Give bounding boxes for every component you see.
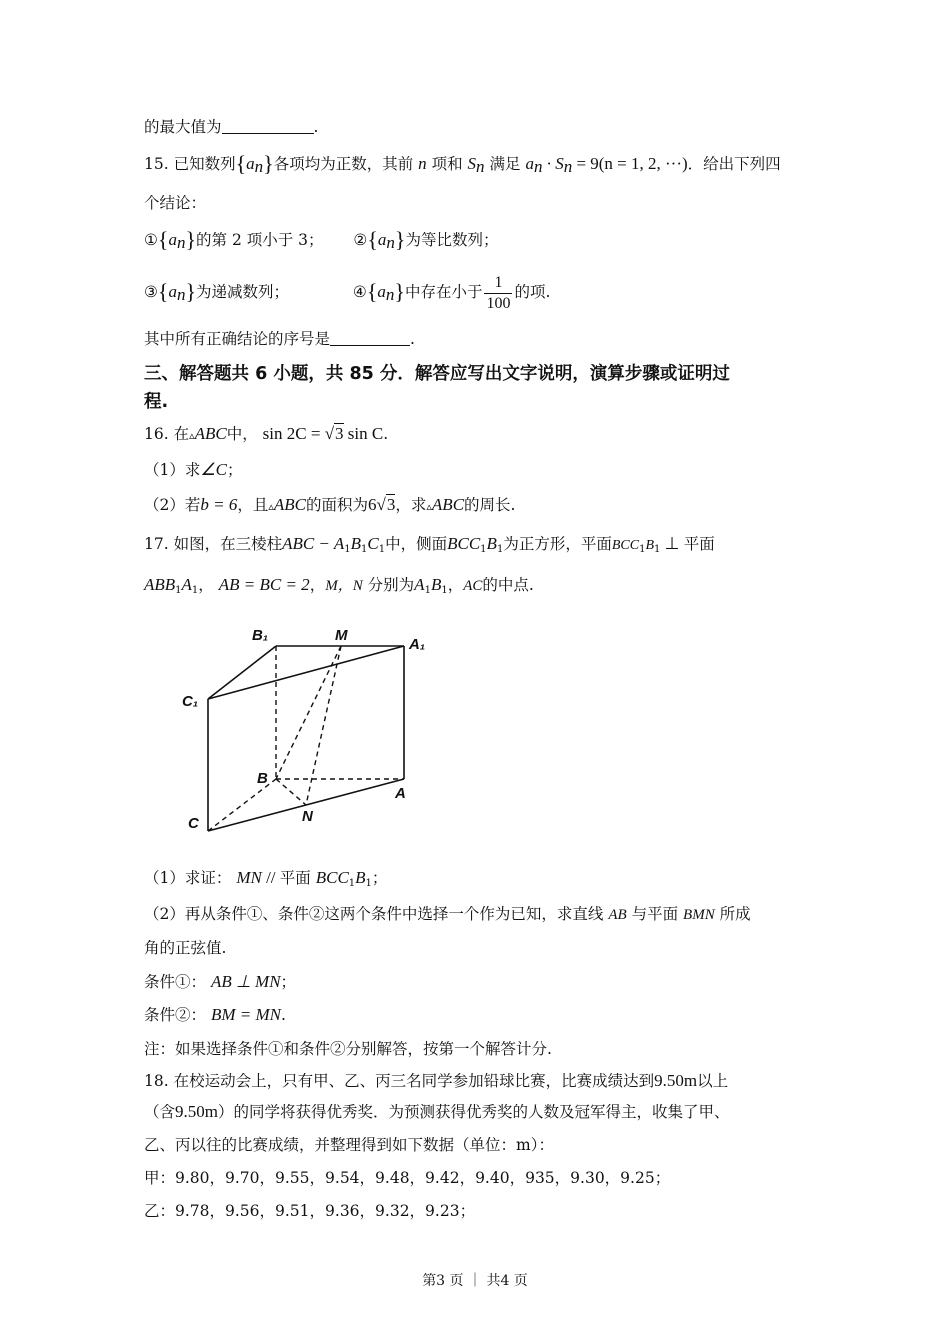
math-ABB: ABB [144,575,176,594]
q16-stem: 16. 在▵ABC中， sin 2C = √3 sin C. [144,424,389,443]
brace-left: { [367,227,378,252]
q17-text: 中，侧面 [385,535,448,553]
math-ABC: ABC [194,424,227,443]
segment-BM [276,646,341,779]
page-footer: 第3 页 ｜ 共4 页 [422,1273,528,1289]
label-C: C [188,815,199,832]
math-B: B [430,575,442,594]
math-sub: 1 [480,544,487,555]
q17-text: 分别为 [367,576,415,594]
math-prism: ABC − A [282,534,345,553]
math-BCC: BCC [611,538,640,553]
math-six: 6 [368,495,377,514]
math-distance: 9.50m [654,1071,698,1090]
q16-text: 中， [226,425,258,443]
q17-stem-line2 [144,574,534,602]
q15-text: 个结论： [144,194,207,212]
q15-conclusions-12 [144,229,498,254]
q17-text: （2）再从条件①、条件②这两个条件中选择一个作为已知，求直线 [144,905,604,923]
triangle-symbol: ▵ [426,500,432,513]
heading-text: 程. [144,392,169,412]
label-C1: C₁ [182,693,199,710]
label-M: M [335,627,348,644]
q16-text: ，求 [395,496,427,514]
math-sub: n [254,157,264,176]
q15-line2 [144,192,206,214]
q16-part2 [144,494,515,518]
math-sub: n [176,233,186,252]
brace-right: } [394,279,405,304]
q15-text: 各项均为正数，其前 [273,155,414,173]
math-sub: 1 [378,544,386,555]
math-sub: 1 [424,585,431,596]
math-a: a [168,230,177,249]
math-sub: 1 [441,585,448,596]
condition-label: 条件①： [144,973,207,991]
q17-text: 平面 [683,535,715,553]
label-B: B [257,770,268,787]
math-condition: AB ⊥ MN [210,972,281,991]
math-sub: 1 [361,544,368,555]
math-B: B [350,534,361,553]
math-BCC: BCC [315,868,349,887]
math-S: S [467,154,477,173]
q16-text: （1）求 [144,461,201,479]
q17-part2 [144,903,751,926]
line-max-value: 的最大值为 . [144,118,319,136]
brace-left: { [366,279,378,304]
q17-part2-cont [144,937,226,959]
math-sub: 1 [344,544,351,555]
q16-text: （2）若 [144,496,201,514]
math-sqrt-arg: 3 [335,424,344,443]
conclusion-text: 的项. [514,283,551,301]
math-sub: 1 [191,585,199,596]
math-sqrt-arg: 3 [386,495,396,514]
fraction [484,273,512,314]
math-sub: n [476,157,485,176]
math-sub: 1 [639,544,646,555]
conclusion-text: 中存在小于 [404,283,483,301]
math-sub: n [176,285,186,304]
brace-right: } [394,227,406,252]
label-A: A [395,785,406,802]
math-a: a [525,154,534,173]
q17-text: （1）求证： [144,869,232,887]
fraction-denominator: 100 [486,294,511,312]
q17-text: ， [198,576,214,594]
math-condition: BM = MN [210,1005,281,1024]
q15-answer-line: 其中所有正确结论的序号是 . [144,330,415,348]
text: 的最大值为 [144,118,222,136]
math-a: a [377,282,386,301]
q18-text: ）的同学将获得优秀奖．为预测获得优秀奖的人数及冠军得主，收集了甲、 [218,1103,730,1121]
edge-C1B1 [208,646,276,699]
brace-right: } [185,279,197,304]
q16-text: ，且 [237,496,269,514]
sqrt-symbol: √ [376,495,386,514]
q17-text: ， [447,576,464,594]
q17-part1 [144,867,387,895]
q15-text: 满足 [489,155,521,173]
conclusion-text: 的第 2 项小于 3； [196,231,324,249]
triangle-symbol: ▵ [268,500,274,513]
conclusion-text: 为递减数列； [196,283,290,301]
q16-text: 的周长. [464,496,516,514]
label-B1: B₁ [252,627,269,644]
circle-3: ③ [144,283,158,301]
math-a: a [168,282,177,301]
q18-data-yi [144,1200,475,1222]
label-N: N [302,808,313,825]
math-sub: n [533,157,543,176]
q17-text: 平面 [279,869,311,887]
q16-text: 16. 在 [144,425,190,443]
brace-left: { [157,227,169,252]
q15-text: 项和 [431,155,463,173]
math-A: A [181,575,192,594]
answer-blank [222,117,314,134]
q17-stem-line1 [144,533,715,561]
math-MN: M，N [325,578,363,594]
math-a: a [377,230,387,249]
math-parallel: // [261,868,280,887]
label-A1: A₁ [409,636,426,653]
math-sub: n [386,233,395,252]
conclusion-text: 为等比数列； [405,231,499,249]
math-BCC: BCC [447,534,481,553]
math-sub: 1 [496,544,504,555]
q17-text: 17. 如图，在三棱柱 [144,535,283,553]
q18-data: 甲：9.80，9.70，9.55，9.54，9.48，9.42，9.40，935，9.30，9.25； [144,1169,671,1187]
q18-text: 18. 在校运动会上，只有甲、乙、丙三名同学参加铅球比赛，比赛成绩达到 [144,1072,655,1090]
condition-1: 条件①： AB ⊥ MN； [144,972,297,991]
math-sub: n [563,157,573,176]
q17-text: 角的正弦值. [144,939,227,957]
brace-right: } [185,227,197,252]
q17-text: 所成 [719,905,751,923]
q18-data-jia [144,1167,670,1189]
math-sin2C: sin 2C = [262,424,325,443]
q15-conclusions-34 [144,272,550,315]
math-angle: ∠C [200,460,227,479]
prism-figure [175,618,445,843]
q18-data: 乙：9.78，9.56，9.51，9.36，9.32，9.23； [144,1202,476,1220]
segment-MN [306,646,341,805]
text: 其中所有正确结论的序号是 [144,330,331,348]
math-B: B [645,538,654,553]
math-S: · S [542,154,564,173]
sqrt-symbol: √ [324,424,335,443]
q18-text: 乙、丙以往的比赛成绩，并整理得到如下数据（单位：m）： [144,1136,554,1154]
math-b6: b = 6 [200,495,238,514]
math-sub: 1 [348,878,356,889]
math-B: B [355,868,366,887]
q18-line2 [144,1101,730,1123]
edge-C1A1 [208,646,404,699]
q16-text: ； [226,461,243,479]
math-MN: MN [236,868,262,887]
math-A: A [414,575,425,594]
math-sub: 1 [365,878,372,889]
q15-text: ．给出下列四 [687,155,781,173]
math-BMN: BMN [683,907,715,923]
q17-text: 的中点. [482,576,534,594]
fraction-numerator: 1 [484,273,512,294]
math-n: n [418,154,427,173]
brace-left: { [235,151,247,176]
q16-text: 的面积为 [306,496,369,514]
math-AC: AC [463,578,483,594]
q15-line1 [144,153,781,178]
q16-part1 [144,459,242,481]
math-ABC: ABC [273,495,307,514]
note-text: 注：如果选择条件①和条件②分别解答，按第一个解答计分. [144,1040,552,1058]
q18-line3 [144,1134,554,1156]
section-3-heading-cont [144,391,168,413]
circle-2: ② [353,231,368,249]
math-B: B [486,534,497,553]
brace-left: { [157,279,169,304]
circle-4: ④ [352,283,367,301]
math-perp: ⊥ [660,534,684,553]
math-sinC: sin C [343,424,384,443]
math-ABBC: AB = BC = 2 [218,575,310,594]
heading-text: 三、解答题共 6 小题，共 85 分．解答应写出文字说明，演算步骤或证明过 [144,364,730,384]
math-sub: 1 [175,585,182,596]
q17-text: ， [309,576,326,594]
math-distance: 9.50m [175,1102,218,1121]
condition-label: 条件②： [144,1006,207,1024]
answer-blank [330,329,410,346]
q17-text: ； [371,869,388,887]
q18-text: 以上 [697,1072,729,1090]
math-ABC: ABC [431,495,465,514]
q18-text: （含 [144,1103,176,1121]
math-a: a [246,154,255,173]
q17-text: 为正方形，平面 [503,535,612,553]
circle-1: ① [144,231,158,249]
q17-text: 与平面 [631,905,679,923]
triangle-symbol: ▵ [189,429,195,442]
math-AB: AB [608,907,627,923]
math-C: C [367,534,379,553]
math-sub: n [385,285,395,304]
brace-right: } [263,151,274,176]
q15-text: 15. 已知数列 [144,155,236,173]
segment-BN [276,779,306,805]
section-3-heading [144,363,730,385]
math-sub: 1 [654,544,661,555]
condition-2: 条件②： BM = MN. [144,1005,286,1024]
note-line [144,1038,552,1060]
q18-line1 [144,1070,728,1092]
math-eq: = 9(n = 1, 2, ···) [572,154,688,173]
